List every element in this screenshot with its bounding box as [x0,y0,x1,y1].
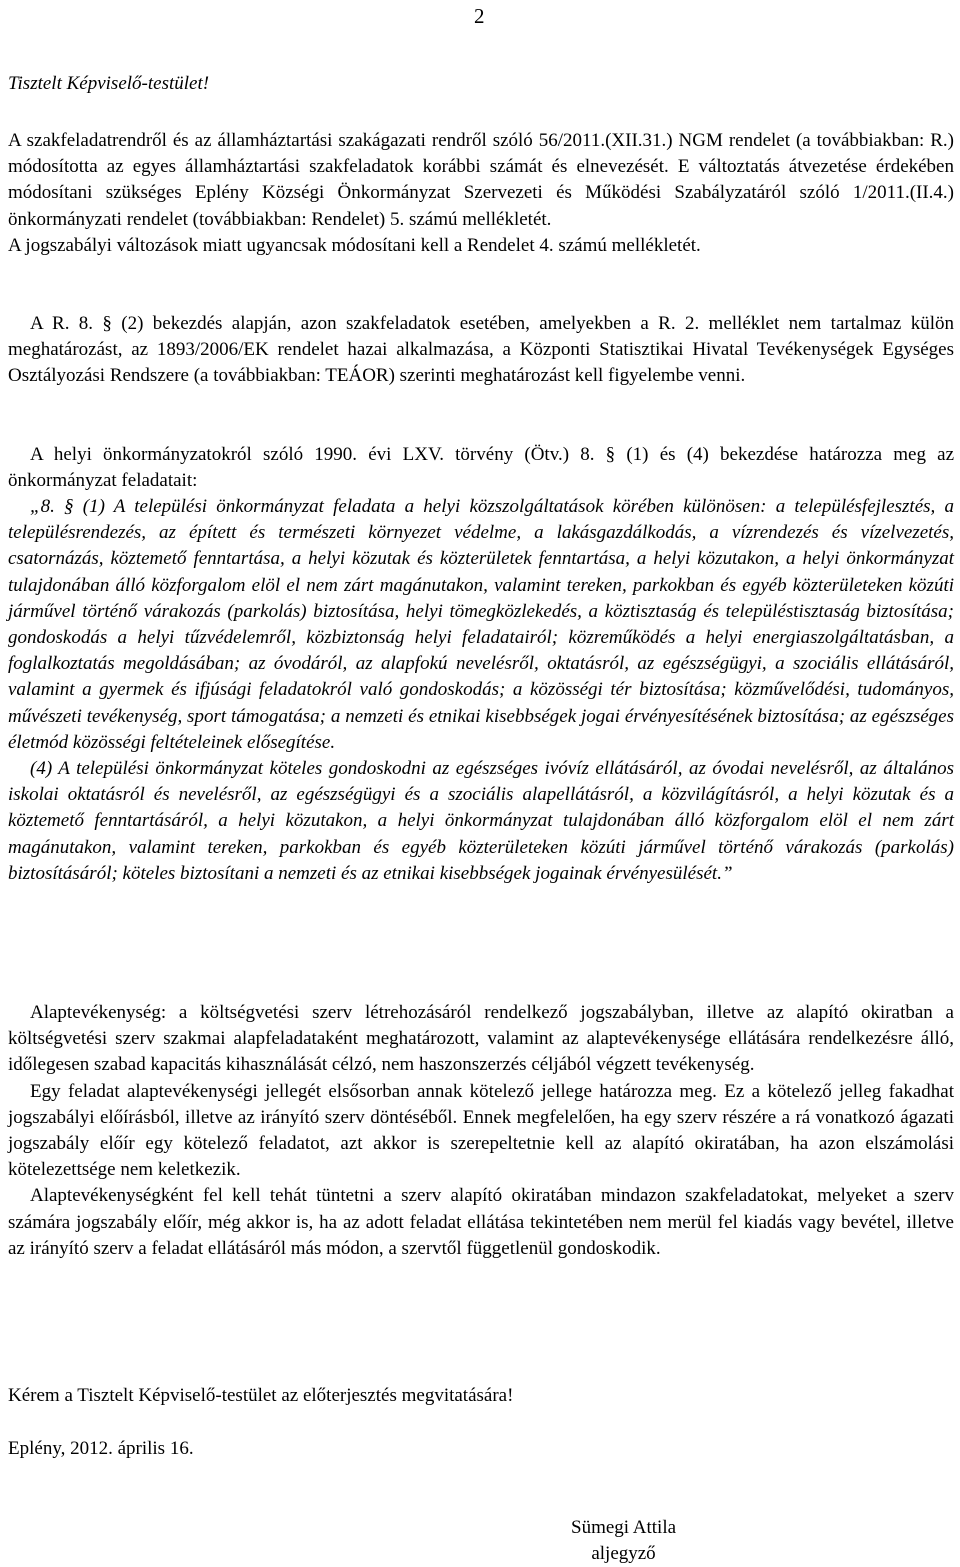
section-intro [8,128,954,259]
request-line: Kérem a Tisztelt Képviselő-testület az előterjesztés megvitatására! [8,1385,514,1406]
paragraph-teaor: A R. 8. § (2) bekezdés alapján, azon szakfeladatok esetében, amelyekben a R. 2. melléklet nem tartalmaz külön meghatározást, az 1893/2006/EK rendelet hazai alkalmazása, a Központi Statisztikai Hivatal Tevékenységek Egységes Osztályozási Rendszere (a továbbiakban: TEÁOR) szerinti meghatározást kell figyelembe venni. [8,313,954,387]
paragraph-core-activity-definition: Alaptevékenység: a költségvetési szerv létrehozásáról rendelkező jogszabályban, illetve az alapító okiratban a költségvetési szerv szakmai alapfeladataként meghatározott, valamint az alaptevékenysége ellátására rendelkezésre álló, időlegesen szabad kapacitás kihasználását célzó, nem haszonszerzés céljából végzett tevékenység. [8,1002,954,1076]
page-number: 2 [474,4,485,28]
paragraph-ngm-decree: A szakfeladatrendről és az államháztartási szakágazati rendről szóló 56/2011.(XII.31.) NGM rendelet (a továbbiakban: R.) módosította az egyes államháztartási szakfeladatok korábbi számát és elnevezését. E változtatás átvezetése érdekében módosítani szükséges Eplény Községi Önkormányzat Szervezeti és Működési Szabályzatáról szóló 1/2011.(II.4.) önkormányzati rendelet (továbbiakban: Rendelet) 5. számú mellékletét. [8,130,954,230]
signatory-title: aljegyző [591,1543,656,1564]
quote-paragraph-4: (4) A települési önkormányzat köteles gondoskodni az egészséges ivóvíz ellátásáról, az óvodai nevelésről, az általános iskolai oktatásról és nevelésről, az egészségügyi és a szociális alapellátásról, a közvilágításról, a helyi közutak és a köztemető fenntartásáról, a helyi közutakon, a helyi önkormányzat tulajdonában álló közforgalom elöl el nem zárt magánutakon, valamint tereken, parkokban és egyéb közterületeken közúti járművel történő várakozás (parkolás) biztosításáról; köteles biztosítani a nemzeti és az etnikai kisebbségek jogainak érvényesülését.” [8,758,954,884]
quote-otv [8,494,954,887]
signatory-name: Sümegi Attila [571,1517,677,1538]
paragraph-founding-charter: Alaptevékenységként fel kell tehát tüntetni a szerv alapító okiratában mindazon szakfeladatokat, melyeket a szerv számára jogszabály előír, még akkor is, ha az adott feladat ellátása tekintetében nem merül fel kiadás vagy bevétel, illetve az irányító szerv a feladat ellátásáról más módon, a szervtől függetlenül gondoskodik. [8,1185,954,1259]
paragraph-mandatory-nature: Egy feladat alaptevékenységi jellegét elsősorban annak kötelező jellege határozza meg. Ez a kötelező jelleg fakadhat jogszabályi előírásból, illetve az irányító szerv döntéséből. Ennek megfelelően, ha egy szerv részére a rá vonatkozó ágazati jogszabály előír egy kötelező feladatot, azt akkor is szerepeltetnie kell az alapító okiratában, ha azon elszámolási kötelezettsége nem keletkezik. [8,1080,954,1181]
place-and-date: Eplény, 2012. április 16. [8,1438,194,1459]
salutation: Tisztelt Képviselő-testület! [8,73,210,94]
paragraph-annex-4: A jogszabályi változások miatt ugyancsak módosítani kell a Rendelet 4. számú mellékletét. [8,234,701,256]
paragraph-otv: A helyi önkormányzatokról szóló 1990. évi LXV. törvény (Ötv.) 8. § (1) és (4) bekezdése határozza meg az önkormányzat feladatait: [8,444,954,492]
section-core-activity [8,1000,954,1262]
quote-paragraph-1: „8. § (1) A települési önkormányzat feladata a helyi közszolgáltatások körében különösen: a településfejlesztés, a településrendezés, az épített és természeti környezet védelme, a lakásgazdálkodás, a vízrendezés és vízelvezetés, csatornázás, köztemető fenntartása, a helyi közutak és közterületek fenntartása, a helyi közutakon, a helyi önkormányzat tulajdonában álló közforgalom elöl el nem zárt magánutakon, valamint tereken, parkokban és egyéb közterületeken közúti járművel történő várakozás (parkolás) biztosítása, helyi tömegközlekedés, a köztisztaság és településtisztaság biztosítása; gondoskodás a helyi tűzvédelemről, közbiztonság helyi feladatairól; közreműködés a helyi energiaszolgáltatásban, a foglalkoztatás megoldásában; az óvodáról, az alapfokú nevelésről, oktatásról, az egészségügyi, a szociális ellátásáról, valamint a gyermek és ifjúsági feladatokról való gondoskodás; a közösségi tér biztosítása; közművelődési, tudományos, művészeti tevékenység, sport támogatása; a nemzeti és etnikai kisebbségek jogai érvényesítésének biztosítása; az egészséges életmód közösségi feltételeinek elősegítése. [8,496,954,753]
signature-block [571,1515,676,1567]
